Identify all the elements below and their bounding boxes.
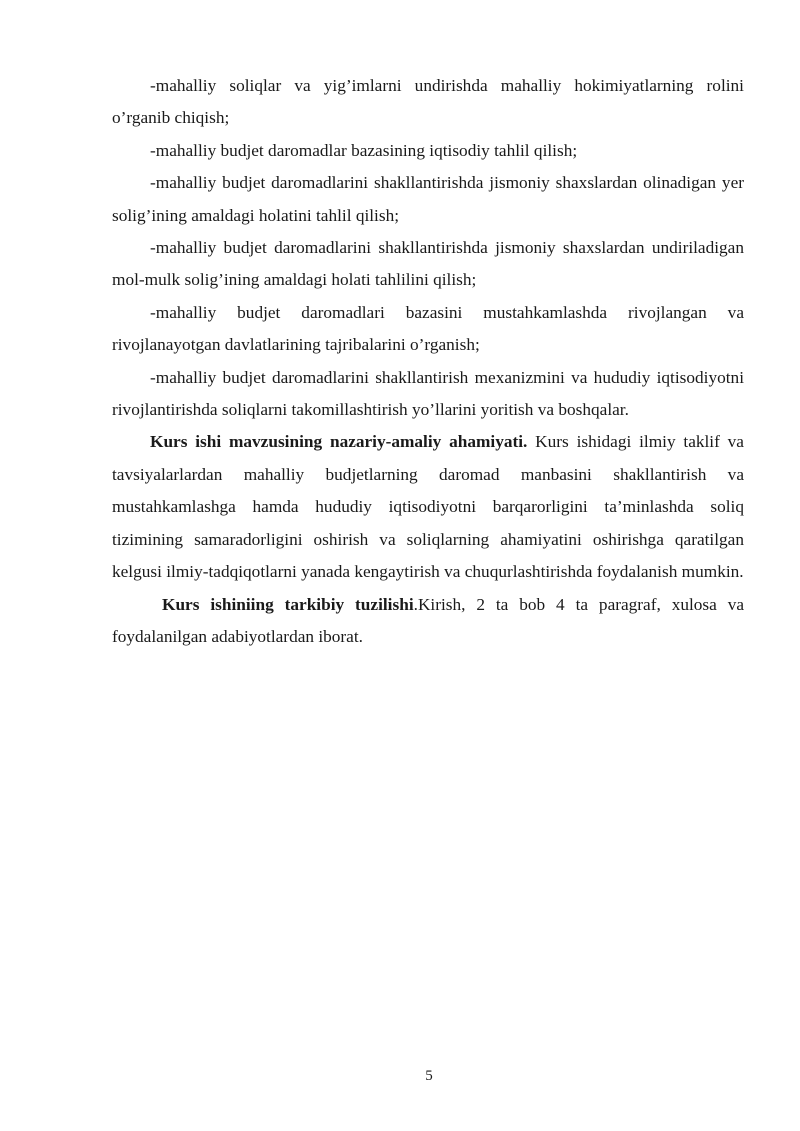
paragraph-text: -mahalliy budjet daromadlarini shakllantirishda jismoniy shaxslardan undiriladigan mol-mulk solig’ining amaldagi holati tahlilini qilish; bbox=[112, 238, 744, 290]
paragraph-objective-mechanism bbox=[112, 362, 744, 427]
paragraph-objective-foreign-experience bbox=[112, 297, 744, 362]
paragraph-text: Kurs ishidagi ilmiy taklif va tavsiyalarlardan mahalliy budjetlarning daromad manbasini shakllantirish va mustahkamlashga hamda hududiy iqtisodiyotni barqarorligini ta’minlashda soliq tizimining samaradorligini oshirish va soliqlarning ahamiyatini oshirishga qaratilgan kelgusi ilmiy-tadqiqotlarni yanada kengaytirish va chuqurlashtirishda foydalanish mumkin. bbox=[112, 432, 744, 582]
paragraph-text: -mahalliy budjet daromadlarini shakllantirish mexanizmini va hududiy iqtisodiyotni rivojlantirishda soliqlarni takomillashtirish yo’llarini yoritish va boshqalar. bbox=[112, 367, 744, 420]
paragraph-objective-land-tax bbox=[112, 167, 744, 232]
paragraph-text: .Kirish, 2 ta bob 4 ta paragraf, xulosa va foydalanilgan adabiyotlardan iborat. bbox=[112, 594, 745, 646]
paragraph-structure bbox=[112, 589, 744, 654]
page-body bbox=[112, 70, 744, 653]
paragraph-text: -mahalliy budjet daromadlari bazasini mustahkamlashda rivojlangan va rivojlanayotgan davlatlarining tajribalarini o’rganish; bbox=[112, 302, 744, 355]
paragraph-significance bbox=[112, 426, 744, 588]
paragraph-text: -mahalliy soliqlar va yig’imlarni undirishda mahalliy hokimiyatlarning rolini o’rganib chiqish; bbox=[112, 76, 744, 128]
paragraph-objective-local-taxes bbox=[112, 70, 744, 135]
paragraph-text: -mahalliy budjet daromadlarini shakllantirishda jismoniy shaxslardan olinadigan yer solig’ining amaldagi holatini tahlil qilish; bbox=[112, 173, 744, 225]
page-number: 5 bbox=[425, 1068, 433, 1084]
paragraph-heading: Kurs ishiniing tarkibiy tuzilishi bbox=[162, 594, 414, 614]
paragraph-text: -mahalliy budjet daromadlar bazasining iqtisodiy tahlil qilish; bbox=[150, 140, 578, 160]
paragraph-heading: Kurs ishi mavzusining nazariy-amaliy ahamiyati. bbox=[150, 432, 528, 452]
paragraph-objective-revenue-base bbox=[112, 135, 744, 167]
paragraph-objective-property-tax bbox=[112, 232, 744, 297]
